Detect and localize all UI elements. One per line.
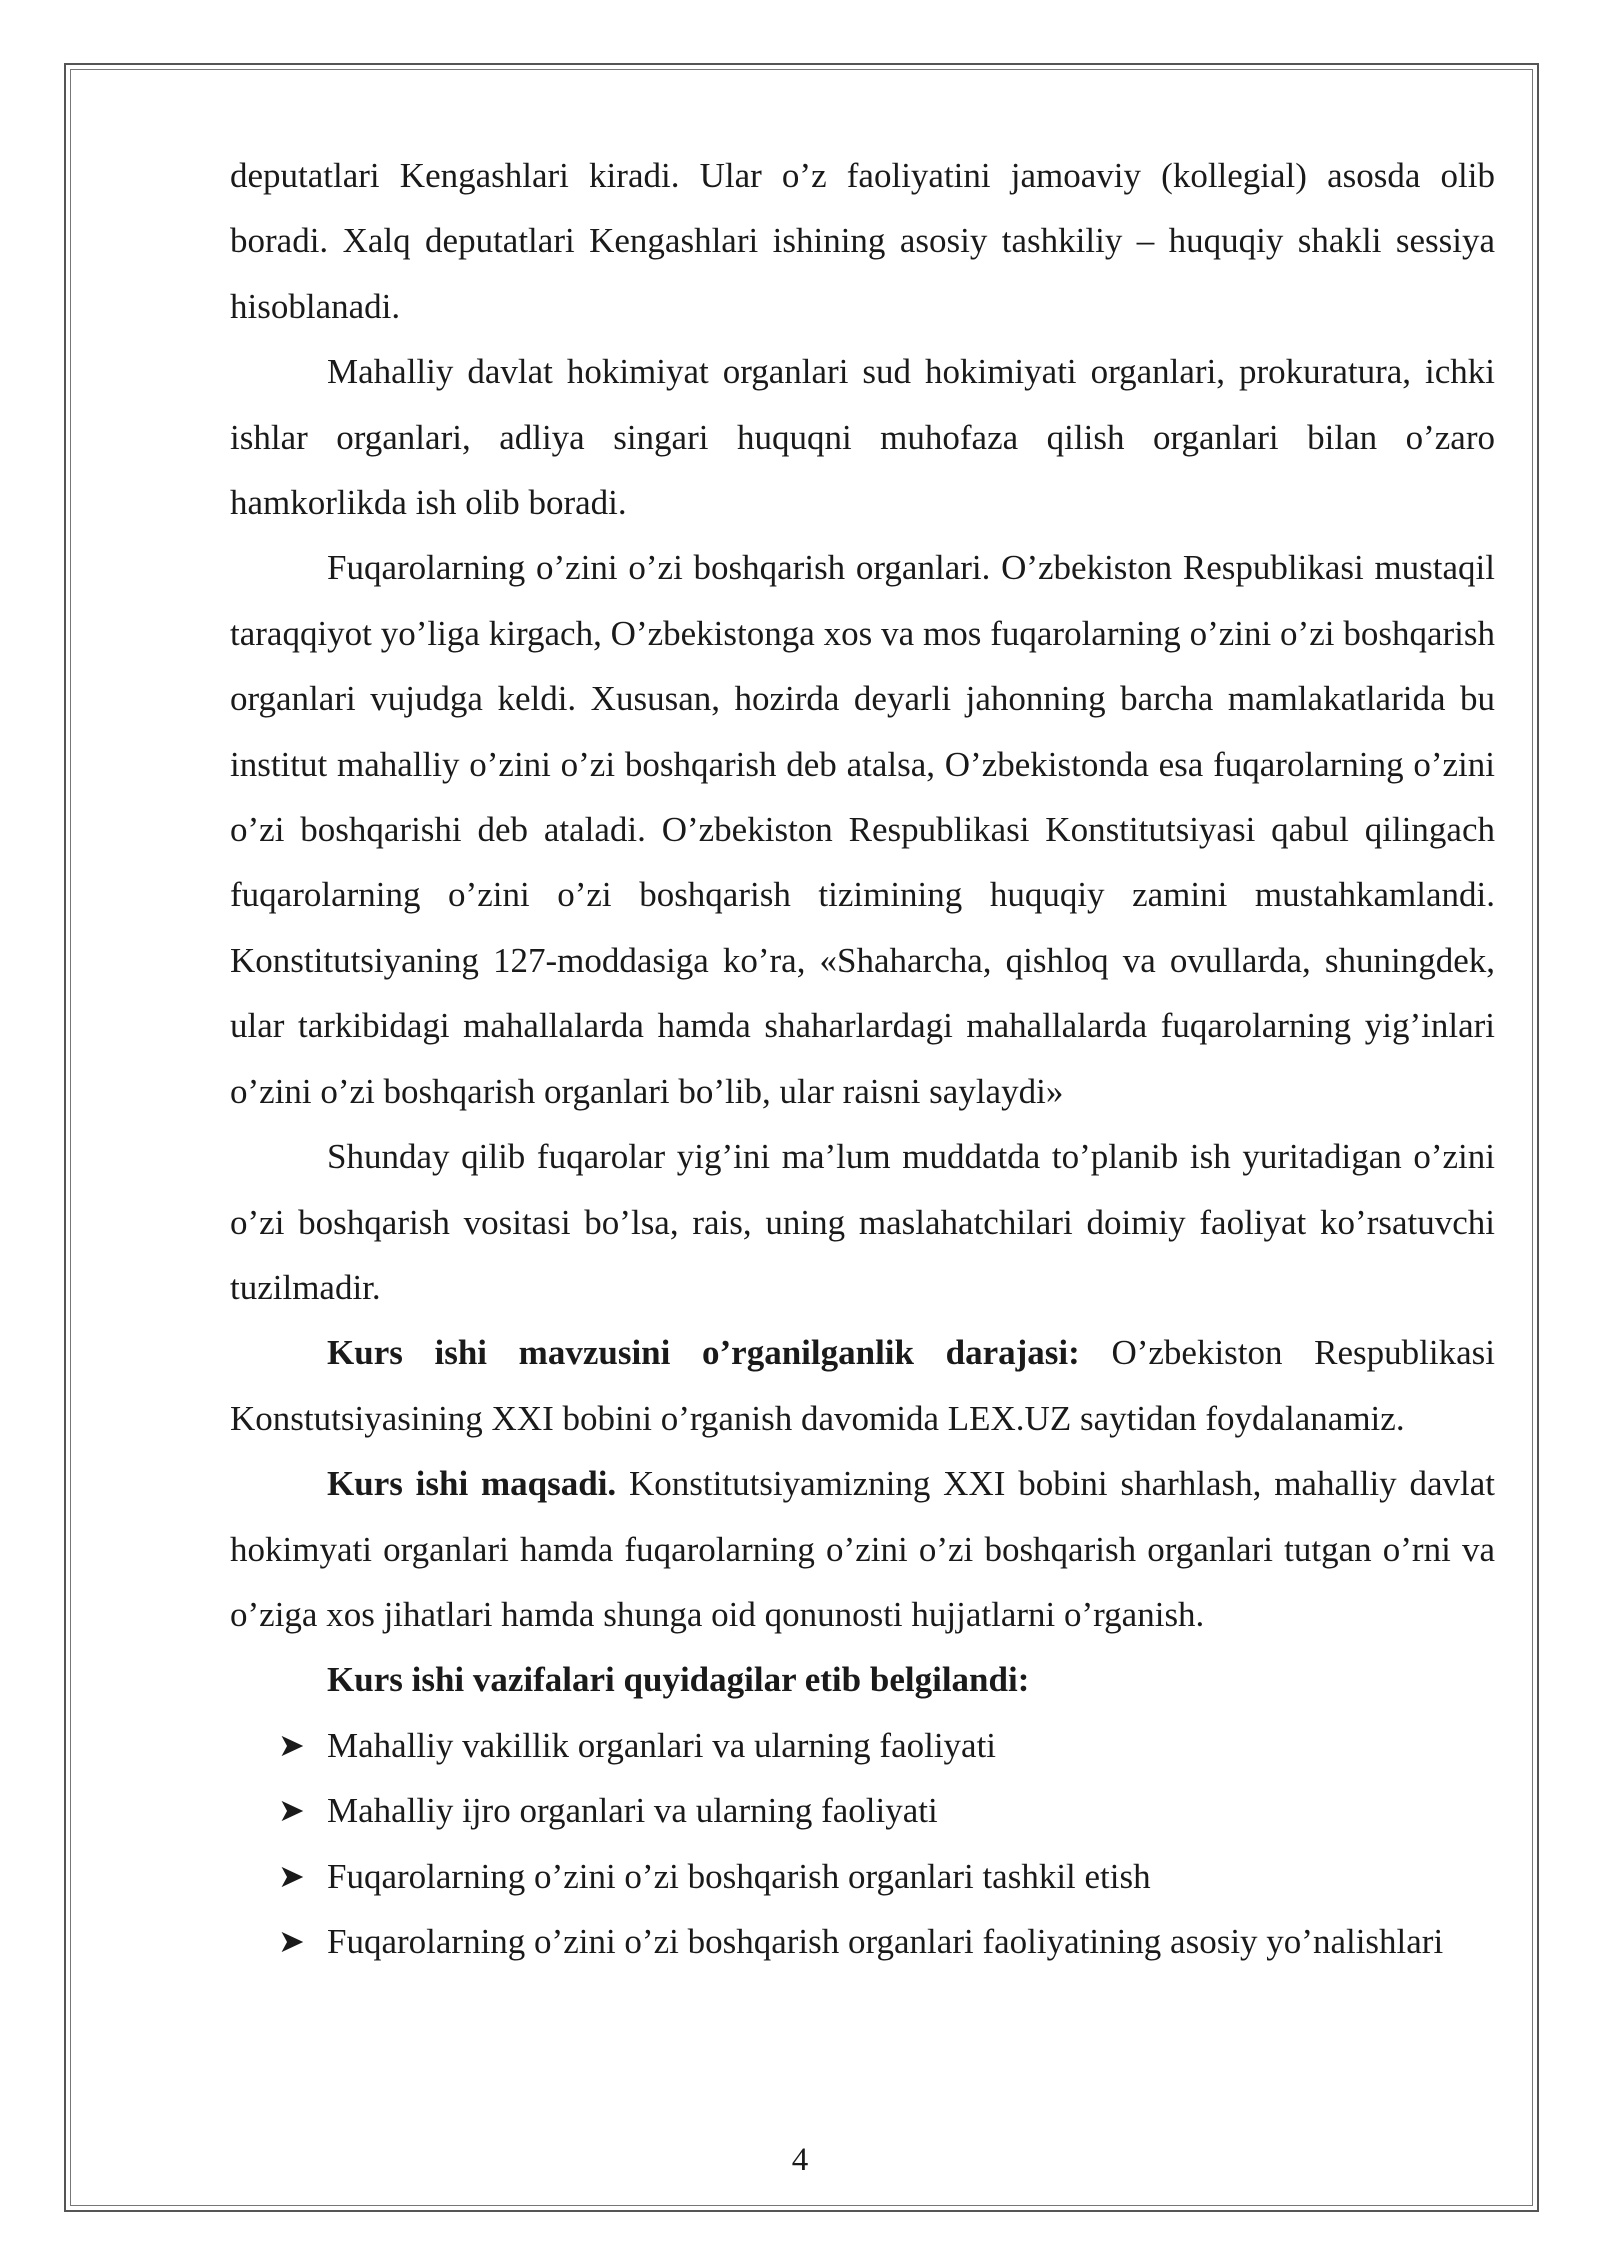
- paragraph-hamkorlik: Mahalliy davlat hokimiyat organlari sud hokimiyati organlari, prokuratura, ichki ishlar organlari, adliya singari huquqni muhofaza qilish organlari bilan o’zaro hamkorlikda ish olib boradi.: [230, 352, 1495, 523]
- paragraph-kengashlar: deputatlari Kengashlari kiradi. Ular o’z faoliyatini jamoaviy (kollegial) asosda olib boradi. Xalq deputatlari Kengashlari ishining asosiy tashkiliy – huquqiy shakli sessiya hisoblanadi.: [230, 156, 1495, 326]
- list-item: ➤ Mahalliy vakillik organlari va ularning faoliyati: [230, 1713, 1495, 1778]
- vazifalar-heading: Kurs ishi vazifalari quyidagilar etib belgilandi:: [327, 1660, 1030, 1700]
- arrowhead-bullet-icon: ➤: [278, 1856, 305, 1895]
- list-item: ➤ Mahalliy ijro organlari va ularning faoliyati: [230, 1778, 1495, 1843]
- organilganlik-darajasi-text: O’zbekiston Respublikasi Konstutsiyasining XXI bobini o’rganish davomida LEX.UZ saytidan foydalanamiz.: [230, 1333, 1495, 1438]
- vazifalar-list: [230, 1713, 1495, 1975]
- maqsad-label: Kurs ishi maqsadi.: [327, 1464, 617, 1504]
- paragraph-maqsad: [230, 1451, 1495, 1647]
- paragraph-organilganlik-darajasi: [230, 1320, 1495, 1451]
- document-body: [230, 143, 1495, 1974]
- arrowhead-bullet-icon: ➤: [278, 1921, 305, 1960]
- organilganlik-darajasi-label: Kurs ishi mavzusini o’rganilganlik darajasi:: [327, 1333, 1080, 1373]
- list-item: ➤ Fuqarolarning o’zini o’zi boshqarish organlari tashkil etish: [230, 1844, 1495, 1909]
- maqsad-text: Konstitutsiyamizning XXI bobini sharhlash, mahalliy davlat hokimyati organlari hamda fuqarolarning o’zini o’zi boshqarish organlari tutgan o’rni va o’ziga xos jihatlari hamda shunga oid qonunosti hujjatlarni o’rganish.: [230, 1464, 1495, 1634]
- arrowhead-bullet-icon: ➤: [278, 1725, 305, 1764]
- paragraph-fuqarolar-yigini: Shunday qilib fuqarolar yig’ini ma’lum muddatda to’planib ish yuritadigan o’zini o’zi boshqarish vositasi bo’lsa, rais, uning maslahatchilari doimiy faoliyat ko’rsatuvchi tuzilmadir.: [230, 1137, 1495, 1307]
- page-number: 4: [791, 2142, 809, 2178]
- paragraph-ozini-ozi-boshqarish: Fuqarolarning o’zini o’zi boshqarish organlari. O’zbekiston Respublikasi mustaqil taraqqiyot yo’liga kirgach, O’zbekistonga xos va mos fuqarolarning o’zini o’zi boshqarish organlari vujudga keldi. Xususan, hozirda deyarli jahonning barcha mamlakatlarida bu institut mahalliy o’zini o’zi boshqarish deb atalsa, O’zbekistonda esa fuqarolarning o’zini o’zi boshqarishi deb ataladi. O’zbekiston Respublikasi Konstitutsiyasi qabul qilingach fuqarolarning o’zini o’zi boshqarish tizimining huquqiy zamini mustahkamlandi. Konstitutsiyaning 127-moddasiga ko’ra, «Shaharcha, qishloq va ovullarda, shuningdek, ular tarkibidagi mahallalarda hamda shaharlardagi mahallalarda fuqarolarning yig’inlari o’zini o’zi boshqarish organlari bo’lib, ular raisni saylaydi»: [230, 548, 1495, 1111]
- list-item: ➤ Fuqarolarning o’zini o’zi boshqarish organlari faoliyatining asosiy yo’nalishlari: [230, 1909, 1495, 1974]
- arrowhead-bullet-icon: ➤: [278, 1791, 305, 1830]
